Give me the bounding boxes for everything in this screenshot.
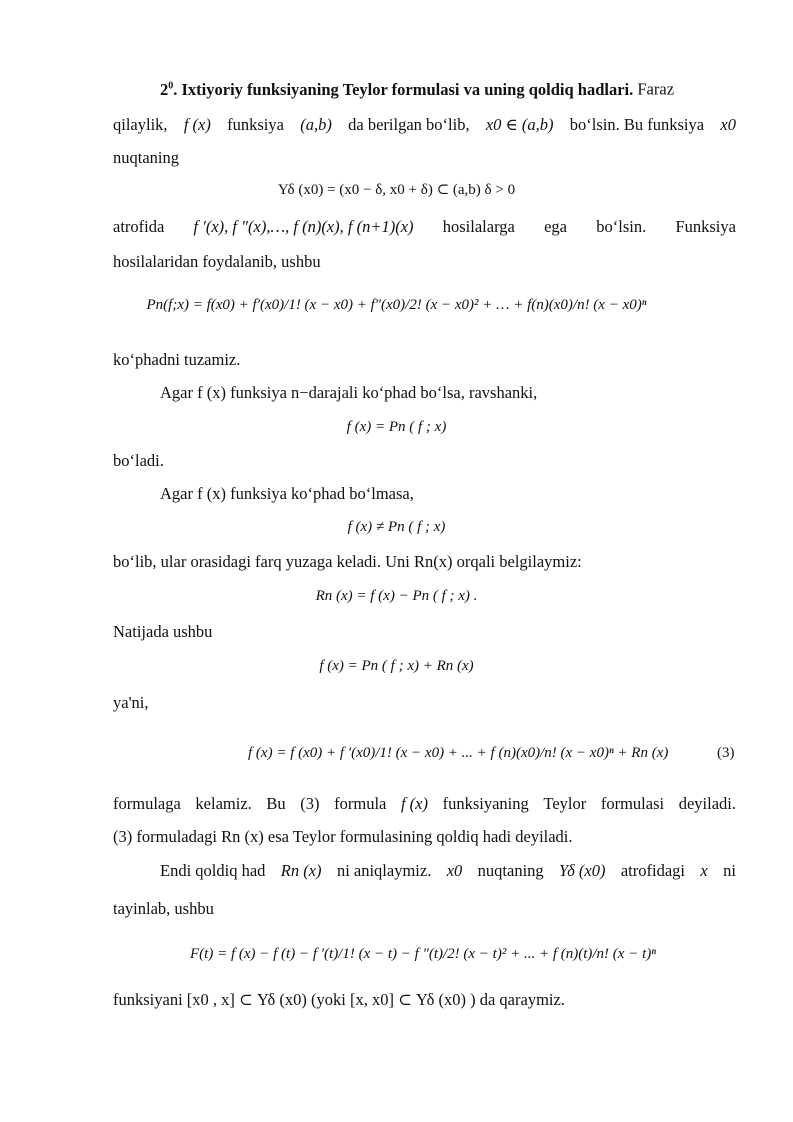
- paragraph-4: Agar f (x) funksiya n−darajali ko‘phad bo‘lsa, ravshanki,: [160, 383, 538, 402]
- paragraph-9: ya'ni,: [113, 693, 149, 712]
- equation-auxiliary-function: F(t) = f (x) − f (t) − f ′(t)/1! (x − t) − f ″(t)/2! (x − t)² + ... + f (n)(t)/n! (x − t)ⁿ: [190, 946, 656, 962]
- paragraph-2-line-1: atrofida f ′(x), f ″(x),…, f (n)(x), f (n+1)(x) hosilalarga ega bo‘lsin. Funksiya: [113, 217, 736, 236]
- section-heading: $2^0$. Ixtiyoriy funksiyaning Teylor formulasi va uning qoldiq hadlari. Faraz: [160, 79, 675, 99]
- equation-number-3: (3): [717, 745, 735, 761]
- paragraph-7: bo‘lib, ular orasidagi farq yuzaga keladi. Uni Rn(x) orqali belgilaymiz:: [113, 552, 582, 571]
- paragraph-5: bo‘ladi.: [113, 451, 164, 470]
- paragraph-11-line-1: Endi qoldiq had Rn (x) ni aniqlaymiz. x0 nuqtaning Υδ (x0) atrofidagi x ni: [160, 861, 736, 880]
- paragraph-12: funksiyani [x0 , x] ⊂ Υδ (x0) (yoki [x, x0] ⊂ Υδ (x0) ) da qaraymiz.: [113, 990, 565, 1009]
- equation-neighborhood: Υδ (x0) = (x0 − δ, x0 + δ) ⊂ (a,b) δ > 0: [277, 182, 516, 198]
- paragraph-3: ko‘phadni tuzamiz.: [113, 350, 241, 369]
- paragraph-6: Agar f (x) funksiya ko‘phad bo‘lmasa,: [160, 484, 414, 503]
- paragraph-10-line-2: (3) formuladagi Rn (x) esa Teylor formulasining qoldiq hadi deyiladi.: [113, 827, 573, 846]
- equation-sum: f (x) = Pn ( f ; x) + Rn (x): [319, 658, 474, 674]
- equation-remainder-definition: Rn (x) = f (x) − Pn ( f ; x) .: [315, 588, 478, 604]
- equation-polynomial-equality: f (x) = Pn ( f ; x): [346, 419, 447, 435]
- paragraph-8: Natijada ushbu: [113, 622, 213, 641]
- equation-taylor-formula: f (x) = f (x0) + f ′(x0)/1! (x − x0) + ... + f (n)(x0)/n! (x − x0)ⁿ + Rn (x): [248, 745, 669, 761]
- paragraph-1-line-1: qilaylik, f (x) funksiya (a,b) da berilgan bo‘lib, x0 ∈ (a,b) bo‘lsin. Bu funksiya x0: [113, 115, 736, 134]
- paragraph-1-line-2: nuqtaning: [113, 148, 179, 167]
- equation-not-equal: f (x) ≠ Pn ( f ; x): [347, 519, 446, 535]
- paragraph-10-line-1: formulaga kelamiz. Bu (3) formula f (x) funksiyaning Teylor formulasi deyiladi.: [113, 794, 736, 813]
- paragraph-2-line-2: hosilalaridan foydalanib, ushbu: [113, 252, 321, 271]
- paragraph-11-line-2: tayinlab, ushbu: [113, 899, 214, 918]
- equation-taylor-polynomial: Pn(f;x) = f(x0) + f′(x0)/1! (x − x0) + f″(x0)/2! (x − x0)² + … + f(n)(x0)/n! (x − x0)ⁿ: [146, 297, 647, 313]
